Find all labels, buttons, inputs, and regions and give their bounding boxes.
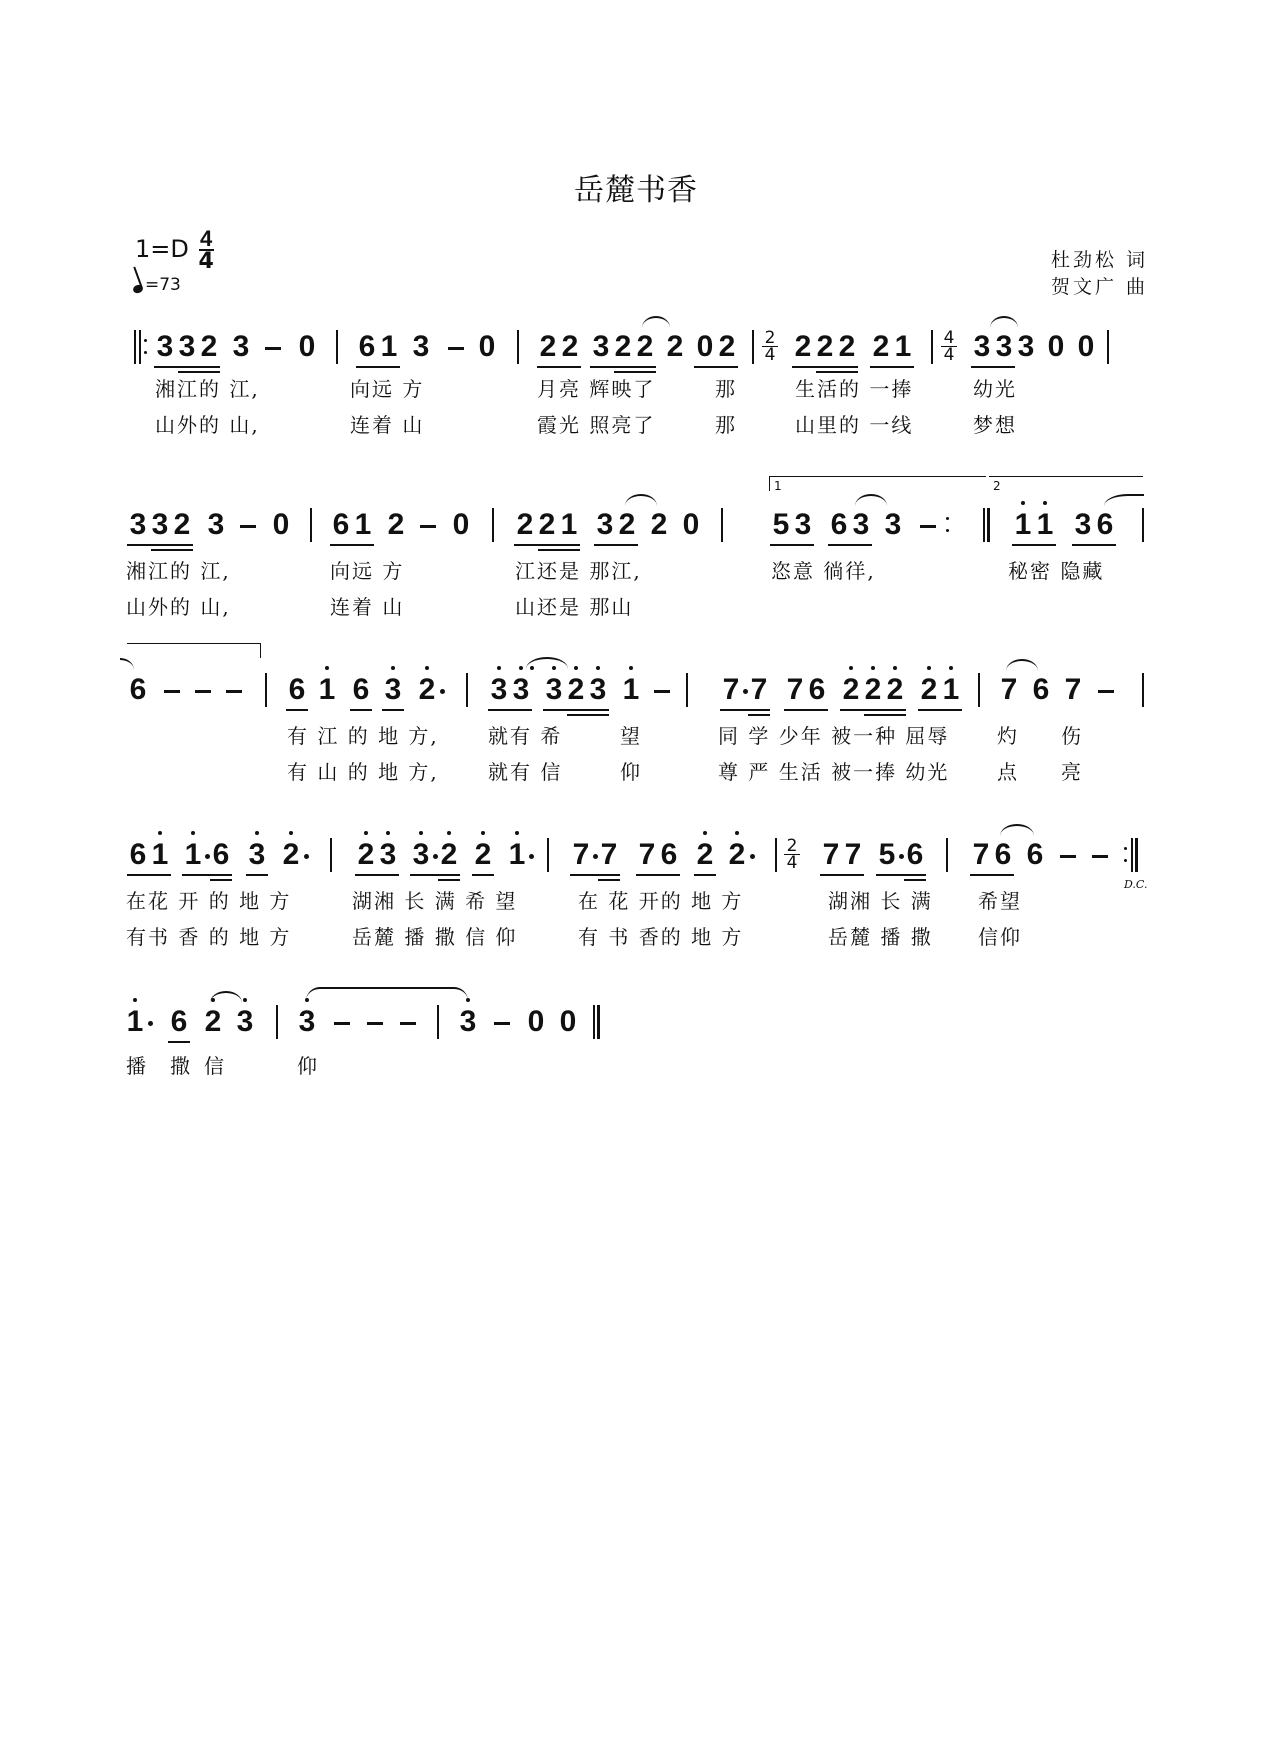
volta-bracket-2-continued (127, 643, 261, 658)
note: 7 (822, 838, 840, 871)
note: 0 (298, 330, 316, 363)
note: 6 (332, 508, 350, 541)
note: 7 (786, 673, 804, 706)
lyric-l4-v1: 在 花 开的 地 方 (578, 889, 744, 913)
note: 3 (510, 673, 532, 707)
tie (642, 316, 670, 328)
underline (820, 874, 864, 876)
note: 6 (808, 673, 826, 706)
bar-line (492, 508, 494, 542)
final-bar-thin (593, 1005, 595, 1039)
note: 3 (592, 330, 610, 363)
underline (538, 549, 580, 551)
dash (448, 347, 464, 350)
note: 2 (666, 330, 684, 363)
dash (226, 690, 242, 693)
underline (748, 714, 770, 716)
lyric-l1-v1: 那 (715, 377, 737, 401)
tie-end (120, 658, 134, 670)
underline (636, 874, 680, 876)
lyric-l5: 撒 (170, 1054, 192, 1078)
lyric-l4-v2: 有书 香 的 地 方 (126, 925, 292, 949)
note: 2 (387, 508, 405, 541)
note: 6 (170, 1005, 188, 1038)
bar-line (752, 330, 754, 364)
dash (367, 1022, 383, 1025)
note: 2 (202, 1005, 224, 1039)
lyric-l3-v1: 望 (620, 724, 642, 748)
note: 0 (1077, 330, 1095, 363)
note: 3 (852, 508, 870, 541)
note: 2 (726, 838, 748, 872)
lyric-l1-v2: 霞光 照亮了 (537, 413, 656, 437)
dash (654, 690, 670, 693)
lyric-l1-v2: 山外的 山, (155, 413, 260, 437)
bar-line (310, 508, 312, 542)
underline (918, 709, 962, 711)
underline (356, 366, 400, 368)
lyric-l1-v1: 向远 方 (350, 377, 425, 401)
note: 6 (830, 508, 848, 541)
note: 0 (559, 1005, 577, 1038)
underline (870, 366, 914, 368)
bar-line (1107, 330, 1109, 364)
tie (855, 494, 887, 506)
dash (240, 525, 256, 528)
note: 3 (129, 508, 147, 541)
lyric-l3-v2: 亮 (1061, 760, 1083, 784)
tie-long (306, 987, 468, 1001)
note: 0 (452, 508, 470, 541)
note: 2 (539, 330, 557, 363)
lyric-l4-v1: 希望 (978, 889, 1022, 913)
dash (164, 690, 180, 693)
note: 2 (280, 838, 302, 872)
underline (410, 874, 460, 876)
note: 6 (212, 838, 230, 871)
note: 0 (696, 330, 714, 363)
underline (598, 879, 620, 881)
lyric-l3-v2: 点 (997, 760, 1019, 784)
note: 3 (587, 673, 609, 707)
note: 7 (1064, 673, 1082, 706)
lyric-l2-v1: 恣意 徜徉, (771, 559, 876, 583)
bar-line (336, 330, 338, 364)
note: 1 (894, 330, 912, 363)
underline (828, 544, 872, 546)
lyric-l2-v1: 江还是 那江, (515, 559, 642, 583)
time-signature-change: 2 4 (762, 330, 778, 363)
note: 6 (906, 838, 924, 871)
underline (438, 879, 460, 881)
lyric-l3-v1: 有 江 的 地 方, (287, 724, 439, 748)
bar-line (276, 1005, 278, 1039)
underline (127, 874, 171, 876)
note: 2 (694, 838, 716, 872)
underline (151, 549, 193, 551)
time-signature: $\frac{4}{4}$ (198, 226, 214, 274)
note: 2 (918, 673, 940, 707)
dash (195, 690, 211, 693)
dash (1098, 690, 1114, 693)
dash (920, 525, 936, 528)
underline (182, 874, 232, 876)
note: 2 (516, 508, 534, 541)
note: 2 (838, 330, 856, 363)
note: 5 (772, 508, 790, 541)
note: 2 (416, 673, 438, 707)
underline (472, 874, 494, 876)
note: 3 (296, 1005, 318, 1039)
note: 2 (438, 838, 460, 872)
repeat-end-bar-thin (983, 508, 985, 542)
repeat-dot (946, 529, 949, 532)
bar-line (931, 330, 933, 364)
underline (840, 709, 906, 711)
note: 1 (182, 838, 204, 872)
dash (334, 1022, 350, 1025)
lyric-l1-v1: 月亮 辉映了 (537, 377, 656, 401)
da-capo-marking: D.C. (1124, 878, 1148, 891)
dash (420, 525, 436, 528)
note: 2 (884, 673, 906, 707)
bar-line (978, 673, 980, 707)
note: 1 (620, 673, 642, 707)
underline (904, 879, 926, 881)
note: 2 (538, 508, 556, 541)
lyric-l1-v1: 湘江的 江, (155, 377, 260, 401)
volta-bracket-1 (769, 476, 986, 491)
time-signature-change: 2 4 (784, 838, 800, 871)
underline (770, 544, 814, 546)
note: 1 (149, 838, 171, 872)
bar-line (686, 673, 688, 707)
underline (971, 366, 1015, 368)
note: 3 (995, 330, 1013, 363)
note: 3 (488, 673, 510, 707)
lyric-l2-v2: 连着 山 (330, 595, 405, 619)
underline (1072, 544, 1116, 546)
note: 7 (638, 838, 656, 871)
note: 3 (151, 508, 169, 541)
lyric-l5: 信 (204, 1054, 226, 1078)
underline (488, 709, 532, 711)
repeat-dot (1124, 847, 1127, 850)
underline (694, 366, 738, 368)
lyric-l4-v1: 在花 开 的 地 方 (126, 889, 292, 913)
repeat-end-bar-thin (1131, 838, 1133, 872)
augmentation-dot (440, 689, 445, 694)
note: 2 (636, 330, 654, 363)
lyric-l4-v2: 信仰 (978, 925, 1022, 949)
note: 3 (156, 330, 174, 363)
bar-line (1142, 508, 1144, 542)
note: 7 (750, 673, 768, 706)
underline (694, 874, 716, 876)
lyric-l1-v1: 幼光 (973, 377, 1017, 401)
lyric-l1-v2: 连着 山 (350, 413, 425, 437)
note: 6 (1032, 673, 1050, 706)
slur (1006, 659, 1038, 671)
augmentation-dot (148, 1021, 153, 1026)
bar-line (721, 508, 723, 542)
lyric-l4-v1: 湖湘 长 满 (828, 889, 933, 913)
note: 0 (1047, 330, 1065, 363)
bar-line (330, 838, 332, 872)
augmentation-dot (529, 854, 534, 859)
underline (246, 874, 268, 876)
repeat-start-bar (134, 330, 136, 364)
note: 0 (682, 508, 700, 541)
note: 1 (354, 508, 372, 541)
note: 6 (994, 838, 1012, 871)
note: 1 (506, 838, 528, 872)
note: 1 (940, 673, 962, 707)
lyricist-credit: 杜劲松 词 (1050, 249, 1148, 271)
note: 0 (478, 330, 496, 363)
underline (876, 874, 926, 876)
note: 0 (527, 1005, 545, 1038)
note: 3 (884, 508, 902, 541)
lyric-l4-v1: 湖湘 长 满 希 望 (352, 889, 518, 913)
lyric-l3-v1: 就有 希 (488, 724, 563, 748)
note: 6 (358, 330, 376, 363)
note: 7 (1000, 673, 1018, 706)
bar-line (517, 330, 519, 364)
lyric-l2-v1: 秘密 隐藏 (1008, 559, 1105, 583)
repeat-start-bar-thin (139, 330, 141, 364)
note: 0 (272, 508, 290, 541)
note: 6 (129, 673, 147, 706)
lyric-l3-v2: 就有 信 (488, 760, 563, 784)
note: 1 (560, 508, 578, 541)
underline (210, 879, 232, 881)
underline (1012, 544, 1056, 546)
bar-line (547, 838, 549, 872)
tie-continues (1104, 494, 1144, 506)
bar-line (946, 838, 948, 872)
repeat-dot (946, 517, 949, 520)
note: 2 (794, 330, 812, 363)
note: 1 (1012, 508, 1034, 542)
lyric-l3-v2: 仰 (620, 760, 642, 784)
underline (864, 714, 906, 716)
note: 6 (1026, 838, 1044, 871)
augmentation-dot (750, 854, 755, 859)
key-signature (135, 228, 214, 272)
note: 6 (129, 838, 147, 871)
note: 3 (457, 1005, 479, 1039)
underline (720, 709, 770, 711)
note: 7 (972, 838, 990, 871)
lyric-l1-v2: 那 (715, 413, 737, 437)
underline (970, 874, 1014, 876)
note: 5 (878, 838, 896, 871)
lyric-l2-v2: 山外的 山, (126, 595, 231, 619)
underline (543, 709, 609, 711)
note: 1 (1034, 508, 1056, 542)
final-bar (597, 1005, 600, 1039)
note: 2 (650, 508, 668, 541)
note: 2 (816, 330, 834, 363)
underline (594, 544, 638, 546)
note: 2 (565, 673, 587, 707)
note: 3 (596, 508, 614, 541)
underline (514, 544, 580, 546)
note: 3 (543, 673, 565, 707)
note: 7 (722, 673, 740, 706)
bar-line (466, 673, 468, 707)
note: 6 (352, 673, 370, 706)
lyric-l5: 播 (126, 1054, 148, 1078)
repeat-dot (144, 351, 147, 354)
note: 6 (1096, 508, 1114, 541)
tempo-marking (133, 275, 181, 295)
note: 2 (872, 330, 890, 363)
note: 3 (794, 508, 812, 541)
lyric-l3-v1: 灼 (997, 724, 1019, 748)
note: 1 (380, 330, 398, 363)
augmentation-dot (304, 854, 309, 859)
lyric-l1-v1: 生活的 一捧 (795, 377, 914, 401)
underline (154, 366, 220, 368)
note: 1 (316, 673, 338, 707)
key-label: 1=D (135, 235, 189, 263)
note: 3 (178, 330, 196, 363)
dash (494, 1022, 510, 1025)
lyric-l4-v2: 岳麓 播 撒 信 仰 (352, 925, 518, 949)
note: 6 (660, 838, 678, 871)
lyric-l1-v2: 梦想 (973, 413, 1017, 437)
lyric-l2-v1: 湘江的 江, (126, 559, 231, 583)
note: 3 (1017, 330, 1035, 363)
note: 2 (173, 508, 191, 541)
note: 3 (246, 838, 268, 872)
note: 3 (382, 673, 404, 707)
note: 3 (410, 838, 432, 872)
lyric-l3-v1: 同 学 少年 被一种 屈辱 (718, 724, 950, 748)
lyric-l2-v2: 山还是 那山 (515, 595, 634, 619)
repeat-end-bar (1135, 838, 1138, 872)
quarter-note-icon (132, 284, 144, 295)
note: 2 (200, 330, 218, 363)
dash (400, 1022, 416, 1025)
lyric-l4-v2: 岳麓 播 撒 (828, 925, 933, 949)
lyric-l3-v2: 尊 严 生活 被一捧 幼光 (718, 760, 950, 784)
underline (286, 709, 308, 711)
note: 3 (973, 330, 991, 363)
underline (784, 709, 828, 711)
underline (355, 874, 399, 876)
tempo-value: =73 (145, 275, 181, 295)
repeat-dot (1124, 859, 1127, 862)
repeat-end-bar (987, 508, 990, 542)
volta-label: 2 (993, 479, 1001, 493)
dash (1060, 855, 1076, 858)
note: 2 (840, 673, 862, 707)
bar-line (775, 838, 777, 872)
note: 2 (862, 673, 884, 707)
underline (382, 709, 404, 711)
time-signature-change: 4 4 (941, 330, 957, 363)
note: 3 (377, 838, 399, 872)
note: 7 (844, 838, 862, 871)
bar-line (437, 1005, 439, 1039)
volta-bracket-2 (989, 476, 1143, 491)
underline (127, 544, 193, 546)
note: 3 (1074, 508, 1092, 541)
lyric-l2-v1: 向远 方 (330, 559, 405, 583)
note: 2 (614, 330, 632, 363)
note: 7 (600, 838, 618, 871)
composer-credit: 贺文广 曲 (1050, 276, 1148, 298)
underline (168, 1041, 190, 1043)
dash (265, 347, 281, 350)
tie (990, 316, 1018, 328)
underline (537, 366, 581, 368)
underline (792, 366, 858, 368)
repeat-dot (144, 339, 147, 342)
underline (330, 544, 374, 546)
lyric-l3-v1: 伤 (1061, 724, 1083, 748)
note: 2 (561, 330, 579, 363)
lyric-l3-v2: 有 山 的 地 方, (287, 760, 439, 784)
bar-line (265, 673, 267, 707)
bar-line (1142, 673, 1144, 707)
note: 2 (718, 330, 736, 363)
note: 6 (288, 673, 306, 706)
volta-label: 1 (774, 479, 782, 493)
note: 2 (355, 838, 377, 872)
underline (570, 874, 620, 876)
lyric-l5: 仰 (297, 1054, 319, 1078)
underline (567, 714, 609, 716)
slur (210, 991, 242, 1003)
lyric-l1-v2: 山里的 一线 (795, 413, 914, 437)
note: 3 (412, 330, 430, 363)
note: 1 (124, 1005, 146, 1039)
tie (1000, 824, 1034, 836)
note: 3 (232, 330, 250, 363)
note: 2 (618, 508, 636, 541)
note: 3 (207, 508, 225, 541)
underline (350, 709, 372, 711)
song-title: 岳麓书香 (574, 173, 698, 208)
note: 3 (234, 1005, 256, 1039)
tie (625, 494, 657, 506)
dash (1092, 855, 1108, 858)
lyric-l4-v2: 有 书 香的 地 方 (578, 925, 744, 949)
note: 7 (572, 838, 590, 871)
note: 2 (472, 838, 494, 872)
underline (590, 366, 656, 368)
